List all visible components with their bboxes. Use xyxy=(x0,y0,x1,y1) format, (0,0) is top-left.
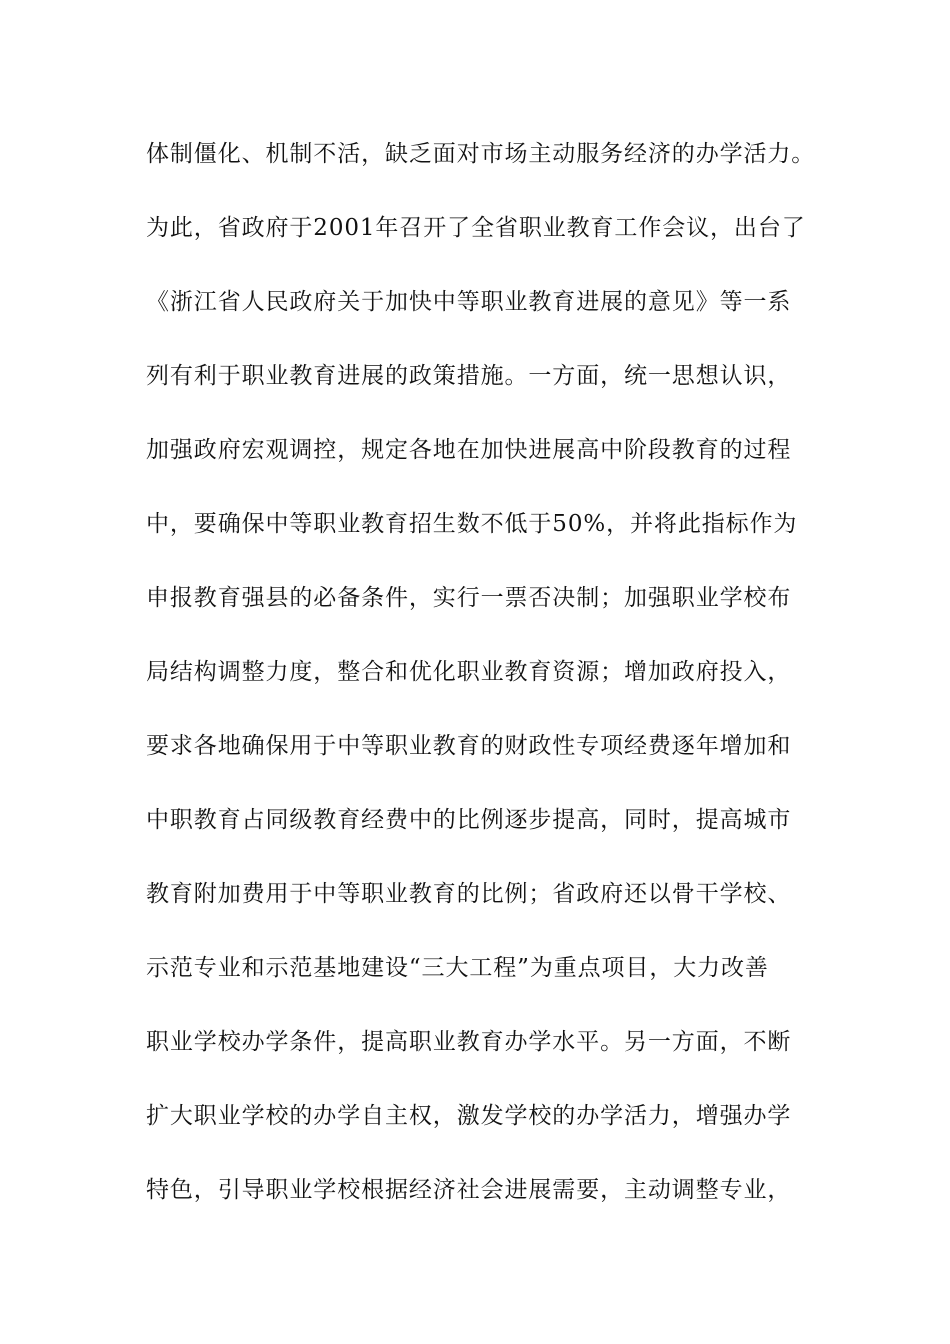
text-line: 为此，省政府于2001年召开了全省职业教育工作会议，出台了 xyxy=(146,215,806,241)
text-line: 《浙江省人民政府关于加快中等职业教育进展的意见》等一系 xyxy=(146,289,792,315)
text-line: 示范专业和示范基地建设“三大工程”为重点项目，大力改善 xyxy=(146,955,769,981)
text-line: 加强政府宏观调控，规定各地在加快进展高中阶段教育的过程 xyxy=(146,437,792,463)
text-line: 申报教育强县的必备条件，实行一票否决制；加强职业学校布 xyxy=(146,585,792,611)
text-line: 扩大职业学校的办学自主权，激发学校的办学活力，增强办学 xyxy=(146,1103,792,1129)
text-line: 中，要确保中等职业教育招生数不低于50%，并将此指标作为 xyxy=(146,511,798,537)
text-line: 要求各地确保用于中等职业教育的财政性专项经费逐年增加和 xyxy=(146,733,792,759)
text-line: 职业学校办学条件，提高职业教育办学水平。另一方面，不断 xyxy=(146,1029,792,1055)
text-line: 体制僵化、机制不活，缺乏面对市场主动服务经济的办学活力。 xyxy=(146,141,816,167)
text-line: 列有利于职业教育进展的政策措施。一方面，统一思想认识， xyxy=(146,363,792,389)
text-line: 中职教育占同级教育经费中的比例逐步提高，同时，提高城市 xyxy=(146,807,792,833)
text-line: 特色，引导职业学校根据经济社会进展需要，主动调整专业， xyxy=(146,1177,792,1203)
text-line: 教育附加费用于中等职业教育的比例；省政府还以骨干学校、 xyxy=(146,881,792,907)
text-line: 局结构调整力度，整合和优化职业教育资源；增加政府投入， xyxy=(146,659,792,685)
